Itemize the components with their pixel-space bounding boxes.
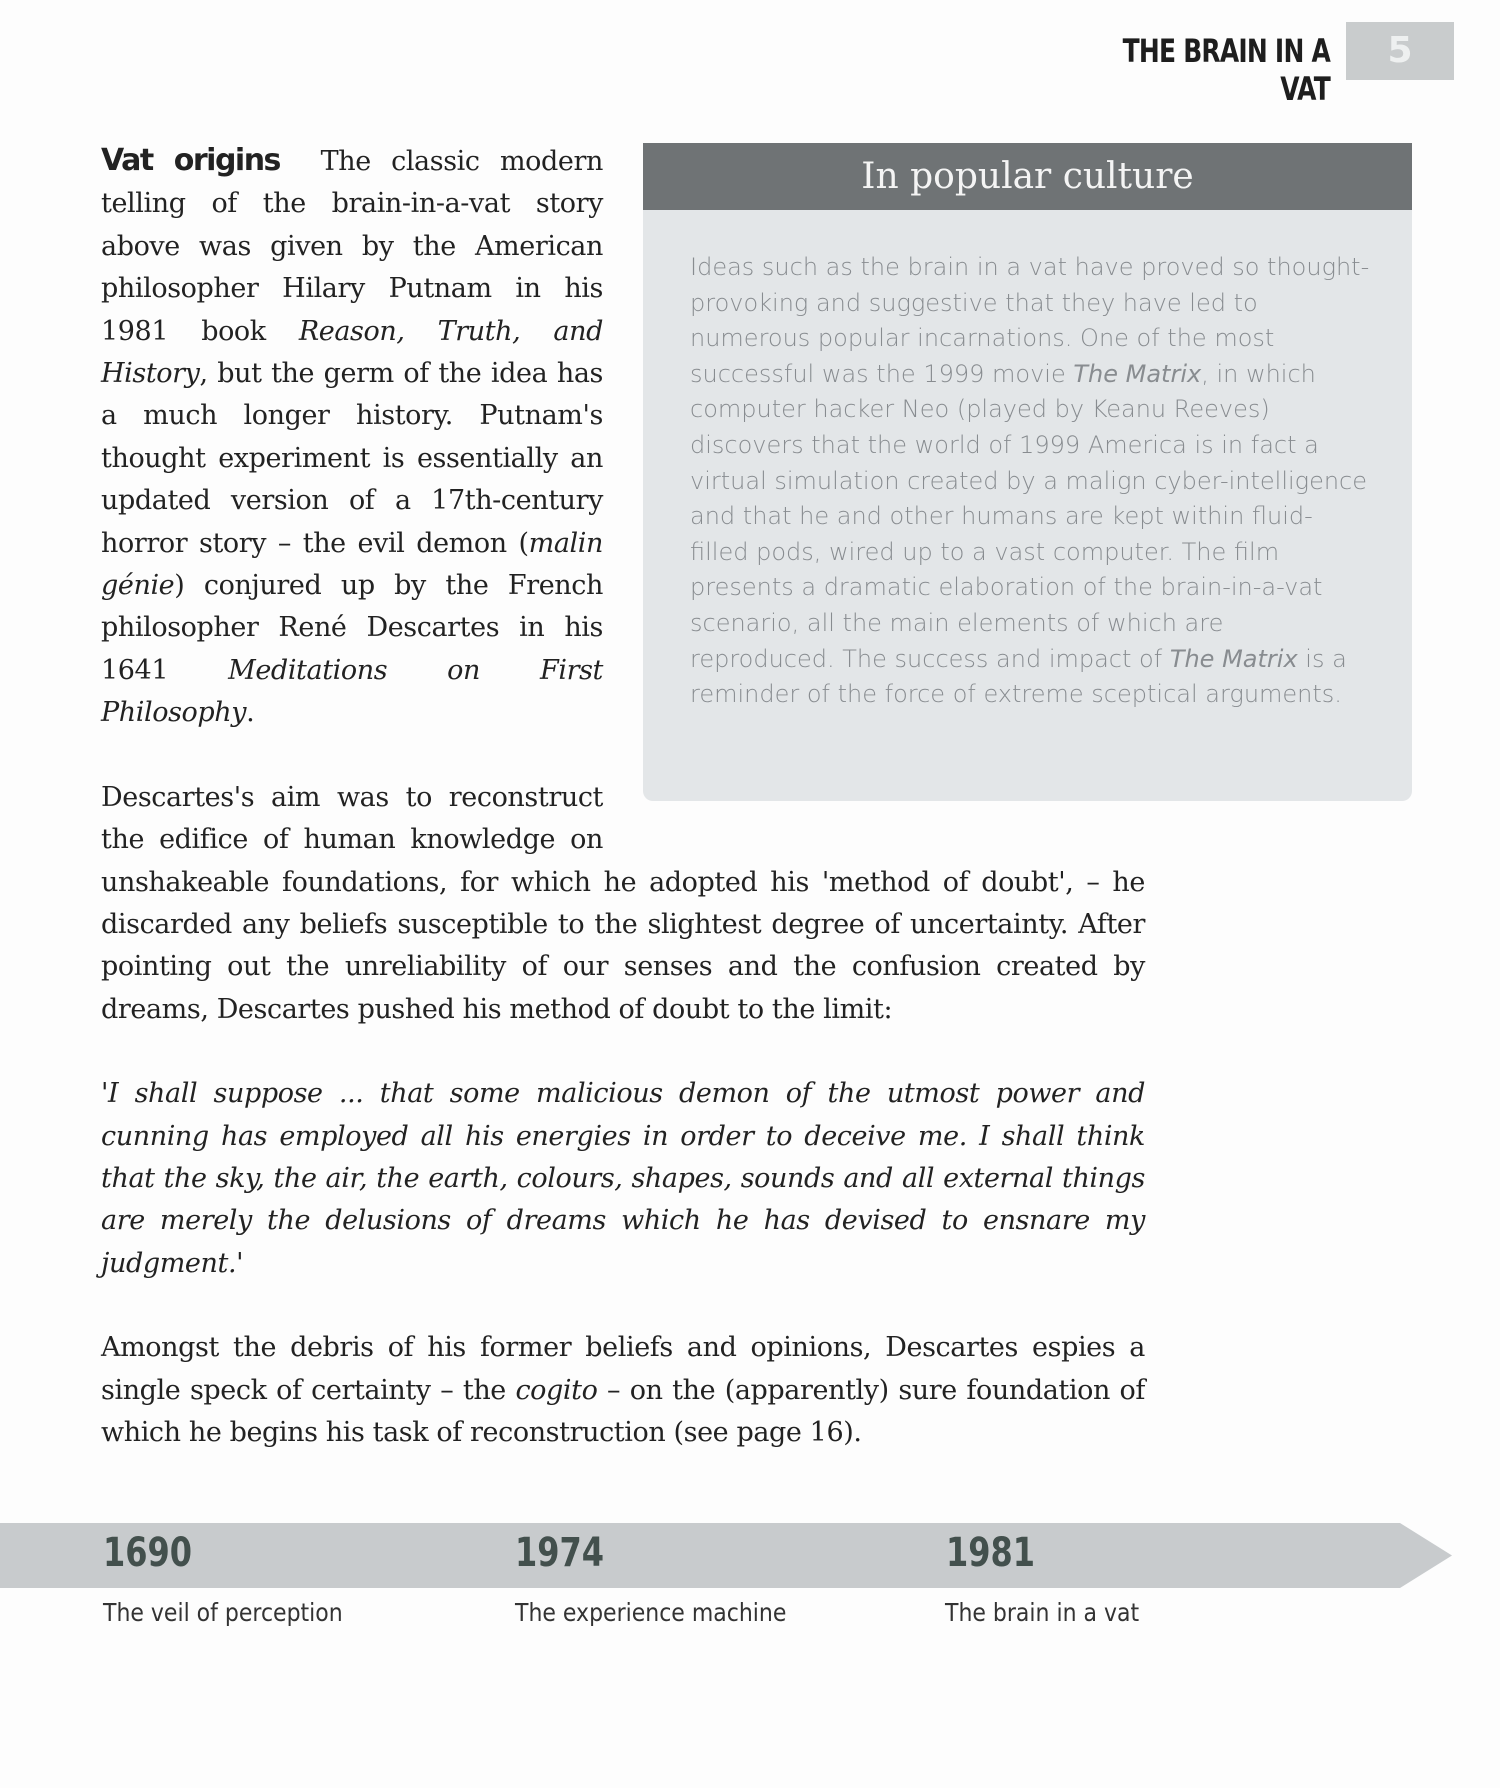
quotation: 'I shall suppose ... that some malicious demon of the utmost power and cunning has employed all his energies in order to deceive me. I shall think that the sky, the air, the earth, colours, shapes, sounds and all external things are merely the delusions of dreams which he has devised to ensnare my judgment.' [101,1078,1145,1279]
text: Amongst the debris of his former beliefs and opinions, Descartes espies a single speck of certainty – the [101,1332,1145,1406]
film-title: The Matrix [1169,644,1298,673]
timeline [0,1523,1500,1663]
timeline-arrow [0,1523,1452,1588]
text: ) conjured up by the French philosopher René Descartes in his 1641 [101,570,603,686]
text: is a reminder of the force of extreme sceptical arguments. [690,644,1347,709]
paragraph-2a: Descartes's aim was to reconstruct the edifice of human knowledge on unshakeable foundations, for which [101,781,603,898]
timeline-label: The veil of perception [103,1598,343,1627]
book-title: Meditations on First Philosophy [101,654,603,729]
timeline-label: The experience machine [515,1598,787,1627]
book-title: Reason, Truth, and History [101,315,603,390]
page-number: 5 [1346,22,1454,80]
sidebar-box [643,143,1412,801]
text: The classic modern telling of the brain-in-a-vat story above was given by the American philosopher Hilary Putnam in his 1981 book [101,146,603,347]
text: . [246,697,255,729]
timeline-year: 1974 [515,1530,605,1576]
timeline-year: 1690 [103,1530,193,1576]
text: Ideas such as the brain in a vat have proved so thought-provoking and suggestive that they have led to numerous popular incarnations. One of the most successful was the 1999 movie [690,253,1370,388]
running-title: THE BRAIN IN A VAT [1122,32,1330,108]
main-text-flow [101,0,1370,1523]
paragraph-3 [101,1327,1145,1454]
text: – on the (apparently) sure foundation of which he begins his task of reconstruction (see page 16). [101,1374,1145,1448]
text: , but the germ of the idea has a much longer history. Putnam's thought experiment is essentially an updated version of a 17th-century horror story – the evil demon ( [101,358,603,559]
film-title: The Matrix [1073,359,1202,388]
timeline-year: 1981 [946,1530,1036,1576]
paragraph-2 [101,777,1145,1031]
paragraph-2b: he adopted his 'method of doubt', – he discarded any beliefs susceptible to the slightest degree of uncertainty. After pointing out the unreliability of our senses and the confusion created by dreams, Descartes pushed his method of doubt to the limit: [101,866,1145,1025]
timeline-label: The brain in a vat [945,1598,1140,1627]
text: , in which computer hacker Neo (played by Keanu Reeves) discovers that the world of 1999 America is in fact a virtual simulation created by a malign cyber-intelligence and that he and other humans are kept within fluid-filled pods, wired up to a vast computer. The film presents a dramatic elaboration of the brain-in-a-vat scenario, all the main elements of which are reproduced. The success and impact of [690,359,1368,673]
term: malin génie [101,527,603,602]
sidebar-text [643,210,1412,743]
sidebar-title: In popular culture [643,143,1412,210]
term: cogito [515,1374,598,1406]
section-heading: Vat origins [101,143,280,178]
